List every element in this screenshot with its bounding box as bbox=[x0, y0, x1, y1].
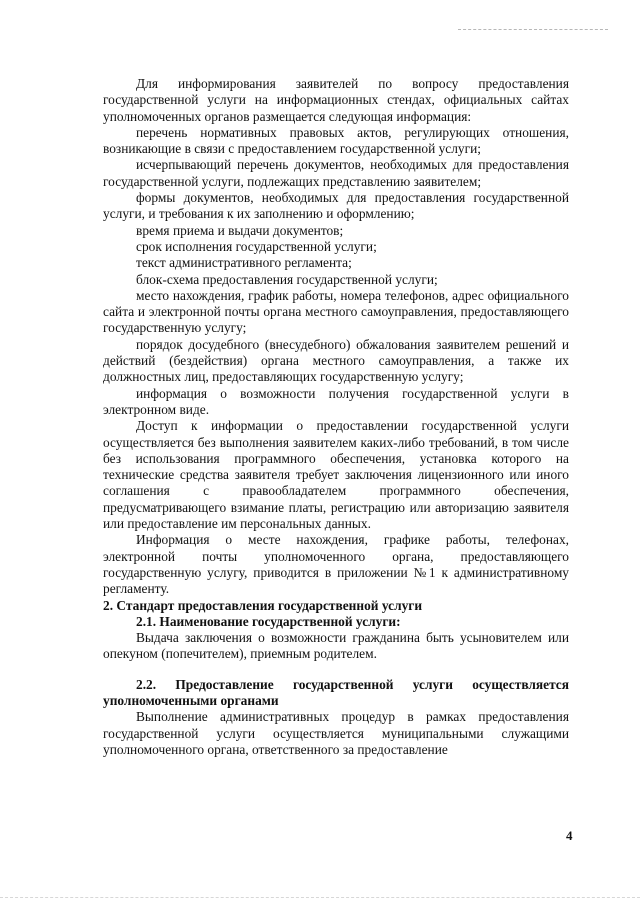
document-body bbox=[103, 76, 569, 758]
list-item-execution-term: срок исполнения государственной услуги; bbox=[136, 238, 377, 254]
subsection-title-2-2: 2.2. Предоставление государственной услуги осуществляется уполномоченными органами bbox=[103, 676, 569, 708]
scan-artifact-bottom bbox=[0, 897, 640, 900]
paragraph-access: Доступ к информации о предоставлении государственной услуги осуществляется без выполнения заявителем каких-либо требований, в том числе без использования программного обеспечения, установка которого на технические средства заявителя требует заключения лицензионного или иного соглашения с правообладателем программного обеспечения, предусматривающего взимание платы, регистрацию или авторизацию заявителя или предоставление им персональных данных. bbox=[103, 418, 569, 532]
list-item-document-forms: формы документов, необходимых для предоставления государственной услуги, и требования к их заполнению и оформлению; bbox=[103, 190, 569, 222]
list-item-documents-list: исчерпывающий перечень документов, необходимых для предоставления государственной услуги, подлежащих представлению заявителем; bbox=[103, 157, 569, 189]
list-item-electronic-service: информация о возможности получения государственной услуги в электронном виде. bbox=[103, 385, 569, 417]
paragraph-intro: Для информирования заявителей по вопросу предоставления государственной услуги на информационных стендах, официальных сайтах уполномоченных органов размещается следующая информация: bbox=[103, 76, 569, 124]
page-number: 4 bbox=[566, 828, 573, 843]
list-item-location-contacts: место нахождения, график работы, номера телефонов, адрес официального сайта и электронной почты органа местного самоуправления, предоставляющего государственную услугу; bbox=[103, 287, 569, 336]
subsection-text-2-2: Выполнение административных процедур в рамках предоставления государственной услуги осуществляется муниципальными служащими уполномоченного органа, ответственного за предоставление bbox=[103, 709, 569, 757]
scan-artifact-top bbox=[458, 29, 608, 34]
list-item-flowchart: блок-схема предоставления государственной услуги; bbox=[136, 271, 438, 287]
subsection-text-2-1: Выдача заключения о возможности гражданина быть усыновителем или опекуном (попечителем), приемным родителем. bbox=[103, 630, 569, 662]
list-item-regulation-text: текст административного регламента; bbox=[136, 255, 352, 271]
section-heading: 2. Стандарт предоставления государственной услуги bbox=[103, 597, 423, 613]
subsection-title-2-1: 2.1. Наименование государственной услуги: bbox=[136, 613, 401, 629]
list-item-appeal-procedure: порядок досудебного (внесудебного) обжалования заявителем решений и действий (бездействия) органа местного самоуправления, а также их должностных лиц, предоставляющих государственную услугу; bbox=[103, 336, 569, 385]
list-item-reception-time: время приема и выдачи документов; bbox=[136, 222, 344, 238]
list-item-normative-acts: перечень нормативных правовых актов, регулирующих отношения, возникающие в связи с предоставлением государственной услуги; bbox=[103, 124, 569, 157]
paragraph-appendix-info: Информация о месте нахождения, графике работы, телефонах, электронной почты уполномоченного органа, предоставляющего государственную услугу, приводится в приложении №1 к административному регламенту. bbox=[103, 532, 569, 597]
